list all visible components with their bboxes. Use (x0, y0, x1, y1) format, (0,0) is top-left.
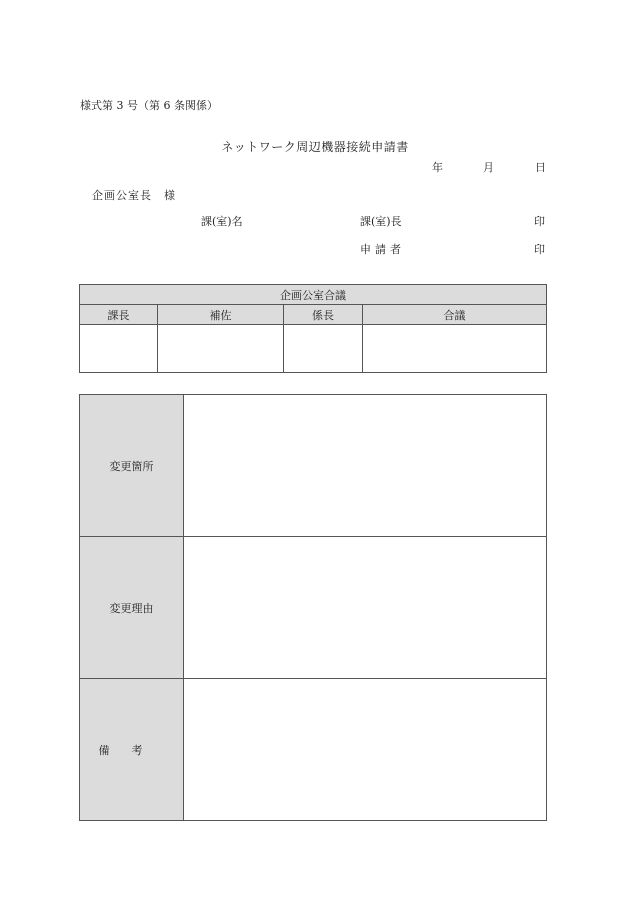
approval-stamp-box[interactable] (284, 325, 363, 373)
approval-table (79, 284, 547, 373)
date-month-label: 月 (483, 161, 494, 174)
approval-col-subsection-chief: 係長 (284, 305, 363, 325)
change-reason-field[interactable] (184, 537, 547, 679)
form-number: 様式第 3 号（第 6 条関係） (80, 99, 218, 112)
remarks-label: 備考 (80, 679, 184, 821)
change-location-label: 変更箇所 (80, 395, 184, 537)
remarks-field[interactable] (184, 679, 547, 821)
approval-stamp-box[interactable] (363, 325, 547, 373)
document-title: ネットワーク周辺機器接続申請書 (221, 140, 409, 154)
section-name-label: 課(室)名 (201, 215, 243, 228)
change-reason-label: 変更理由 (80, 537, 184, 679)
approval-stamp-box[interactable] (158, 325, 284, 373)
approval-col-consultation: 合議 (363, 305, 547, 325)
section-chief-label: 課(室)長 (360, 215, 402, 228)
date-day-label: 日 (535, 161, 546, 174)
approval-title: 企画公室合議 (80, 285, 547, 305)
applicant-label: 申請者 (360, 243, 405, 256)
details-table (79, 394, 547, 821)
approval-col-section-chief: 課長 (80, 305, 158, 325)
seal-mark: 印 (534, 243, 545, 256)
seal-mark: 印 (534, 215, 545, 228)
approval-stamp-box[interactable] (80, 325, 158, 373)
date-year-label: 年 (432, 161, 443, 174)
addressee: 企画公室長 様 (92, 189, 176, 202)
approval-col-assistant: 補佐 (158, 305, 284, 325)
change-location-field[interactable] (184, 395, 547, 537)
